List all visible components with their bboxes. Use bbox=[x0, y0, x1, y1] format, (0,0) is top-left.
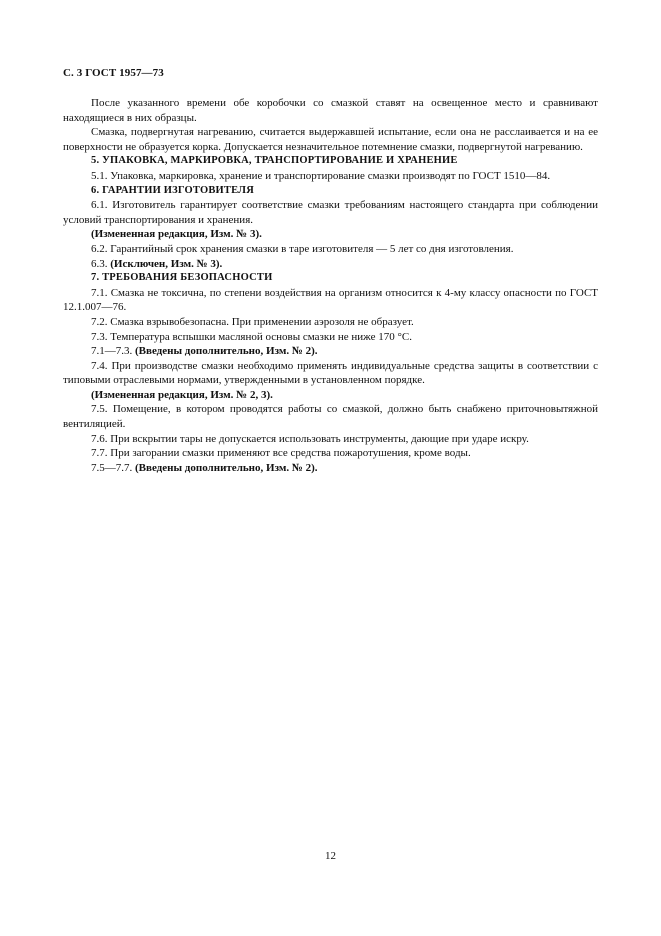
clause-7-2: 7.2. Смазка взрывобезопасна. При применении аэрозоля не образует. bbox=[91, 315, 414, 328]
section-7-title: 7. ТРЕБОВАНИЯ БЕЗОПАСНОСТИ bbox=[91, 272, 273, 284]
clause-7-5-7-7-number: 7.5—7.7. bbox=[91, 461, 133, 474]
clause-7-7: 7.7. При загорании смазки применяют все средства пожаротушения, кроме воды. bbox=[91, 447, 471, 460]
intro-paragraph-1: После указанного времени обе коробочки со смазкой ставят на освещенное место и сравнивают находящиеся в них образцы. bbox=[63, 97, 598, 124]
clause-7-1-7-3-amendment: (Введены дополнительно, Изм. № 2). bbox=[135, 345, 318, 358]
clause-7-5: 7.5. Помещение, в котором проводятся работы со смазкой, должно быть снабжено приточновытяжной вентиляцией. bbox=[63, 403, 598, 431]
clause-7-4: 7.4. При производстве смазки необходимо применять индивидуальные средства защиты в соответствии с типовыми отраслевыми нормами, утвержденными в установленном порядке. bbox=[63, 359, 598, 387]
clause-6-3-note: (Исключен, Изм. № 3). bbox=[110, 257, 223, 270]
section-6-title: 6. ГАРАНТИИ ИЗГОТОВИТЕЛЯ bbox=[91, 184, 254, 196]
clause-7-3: 7.3. Температура вспышки масляной основы смазки не ниже 170 °С. bbox=[91, 330, 412, 343]
clause-6-1-amendment-note: (Измененная редакция, Изм. № 3). bbox=[91, 228, 262, 241]
clause-7-1-7-3-note bbox=[63, 344, 598, 359]
intro-paragraph-2: Смазка, подвергнутая нагреванию, считается выдержавшей испытание, если она не расслаивается и на ее поверхности не образуется корка. Допускается незначительное потемнение смазки, подвергнутой нагреванию. bbox=[63, 126, 598, 153]
clause-7-5-7-7-note bbox=[63, 461, 598, 476]
clause-7-1: 7.1. Смазка не токсична, по степени воздействия на организм относится к 4-му классу опасности по ГОСТ 12.1.007—76. bbox=[63, 286, 598, 314]
page-number: 12 bbox=[325, 850, 336, 862]
clause-6-3-number: 6.3. bbox=[91, 257, 108, 270]
clause-7-1-7-3-number: 7.1—7.3. bbox=[91, 345, 133, 358]
document-body bbox=[63, 96, 598, 475]
clause-7-4-amendment-note: (Измененная редакция, Изм. № 2, 3). bbox=[91, 388, 273, 401]
section-5-title: 5. УПАКОВКА, МАРКИРОВКА, ТРАНСПОРТИРОВАНИЕ И ХРАНЕНИЕ bbox=[91, 155, 458, 167]
page-header: С. 3 ГОСТ 1957—73 bbox=[63, 67, 164, 79]
clause-6-1: 6.1. Изготовитель гарантирует соответствие смазки требованиям настоящего стандарта при соблюдении условий транспортирования и хранения. bbox=[63, 199, 598, 226]
clause-7-5-7-7-amendment: (Введены дополнительно, Изм. № 2). bbox=[135, 461, 318, 474]
clause-7-6: 7.6. При вскрытии тары не допускается использовать инструменты, дающие при ударе искру. bbox=[91, 432, 529, 445]
clause-6-2: 6.2. Гарантийный срок хранения смазки в таре изготовителя — 5 лет со дня изготовления. bbox=[91, 242, 514, 255]
clause-5-1: 5.1. Упаковка, маркировка, хранение и транспортирование смазки производят по ГОСТ 1510—84. bbox=[91, 169, 551, 182]
clause-6-3 bbox=[63, 257, 598, 272]
